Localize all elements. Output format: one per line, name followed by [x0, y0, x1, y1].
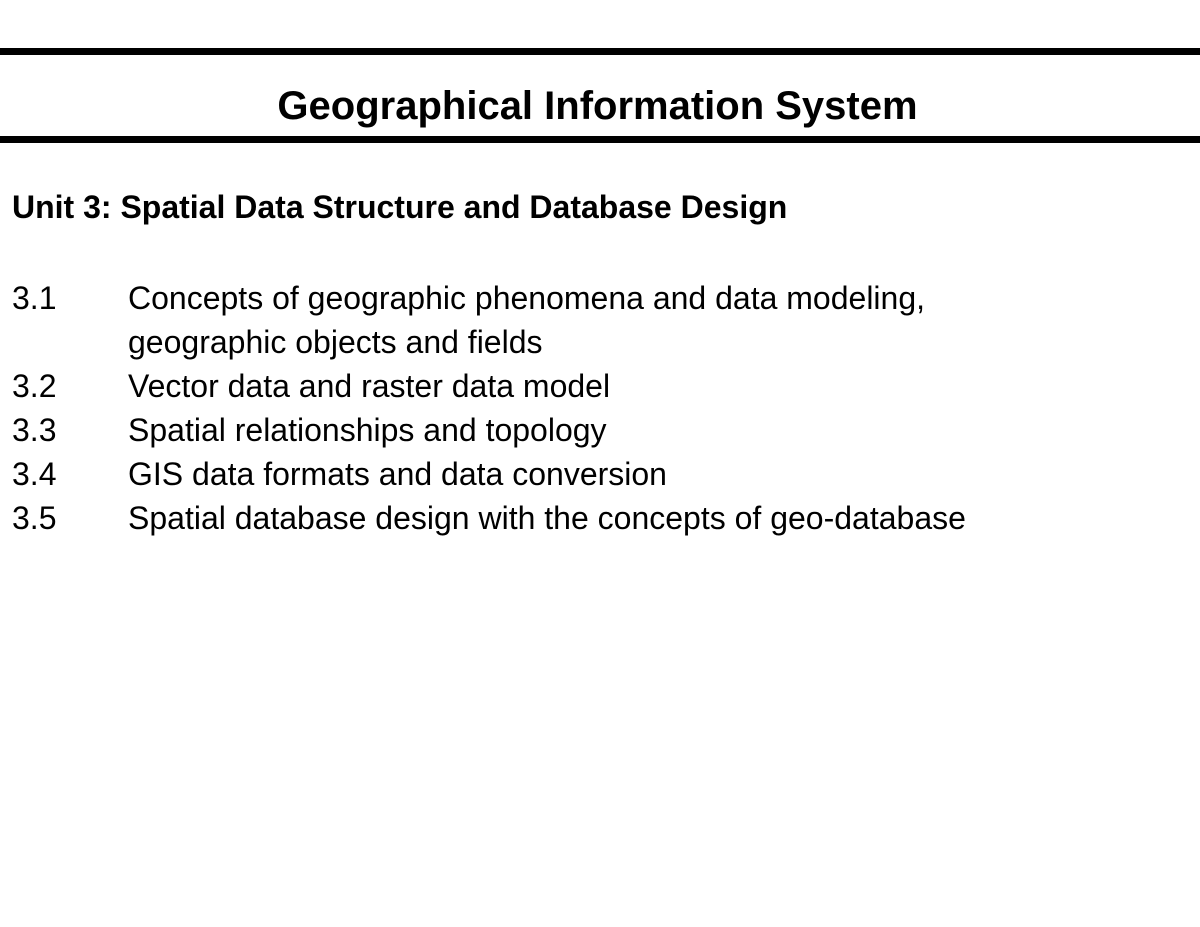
topic-text: Spatial database design with the concepts of geo-database — [128, 500, 966, 536]
topic-item-3-5 — [12, 496, 966, 540]
top-rule — [0, 48, 1200, 55]
topic-text-continued: geographic objects and fields — [128, 324, 543, 360]
page-title: Geographical Information System — [277, 84, 918, 128]
topic-number: 3.5 — [12, 500, 57, 536]
topic-number: 3.4 — [12, 456, 57, 492]
topic-item-3-1 — [12, 276, 966, 364]
unit-heading: Unit 3: Spatial Data Structure and Database Design — [12, 189, 788, 225]
topic-text: Vector data and raster data model — [128, 368, 611, 404]
topic-item-3-2 — [12, 364, 966, 408]
topic-number: 3.3 — [12, 412, 57, 448]
topic-list — [12, 276, 966, 540]
topic-number: 3.2 — [12, 368, 57, 404]
topic-text: Concepts of geographic phenomena and data modeling, — [128, 280, 926, 316]
topic-text: Spatial relationships and topology — [128, 412, 607, 448]
bottom-rule — [0, 136, 1200, 143]
topic-item-3-4 — [12, 452, 966, 496]
topic-text: GIS data formats and data conversion — [128, 456, 667, 492]
topic-number: 3.1 — [12, 280, 57, 316]
topic-item-3-3 — [12, 408, 966, 452]
